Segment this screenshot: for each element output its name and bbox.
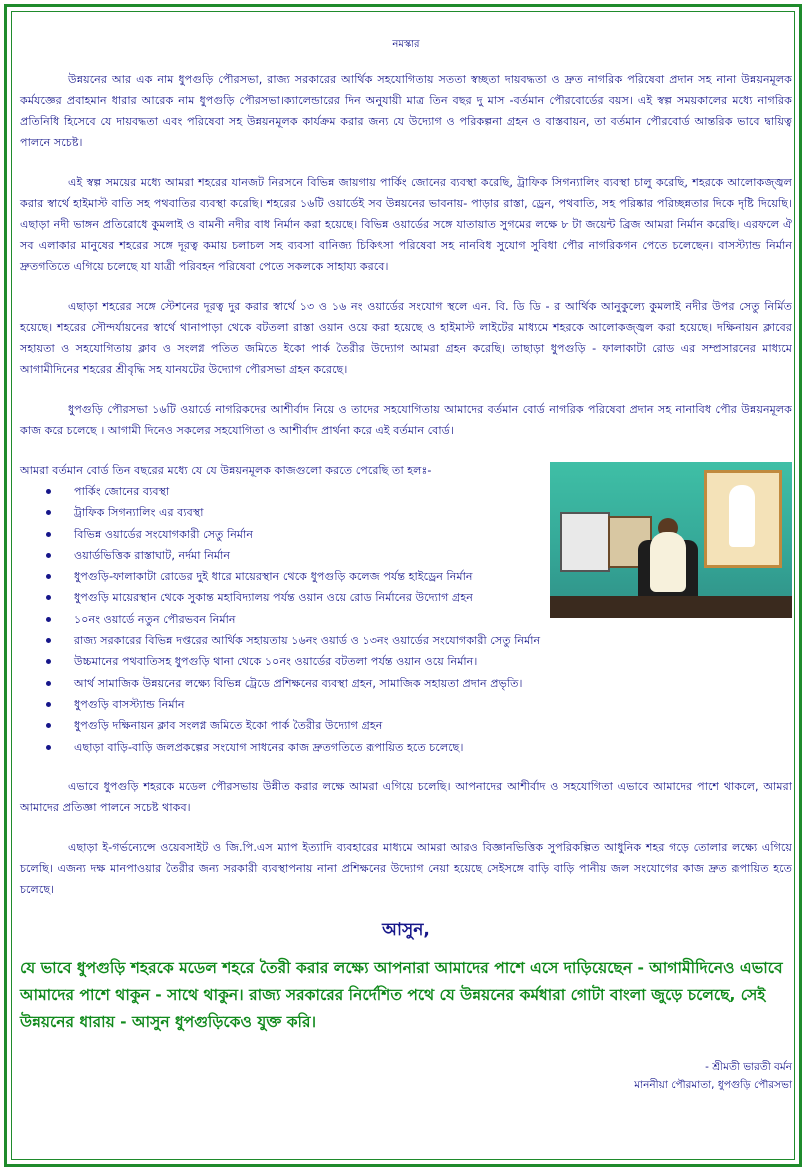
signature-name: - শ্রীমতী ভারতী বর্মন xyxy=(705,1060,792,1073)
list-item: ধুপগুড়ি মায়েরস্থান থেকে সুকান্ত মহাবিদ্যালয় পর্যন্ত ওয়ান ওয়ে রোড নির্মানের উদ্যোগ গ্রহন xyxy=(46,587,542,608)
wall-frame xyxy=(704,470,782,568)
list-item: ১০নং ওয়ার্ডে নতুন পৌরভবন নির্মান xyxy=(46,609,542,630)
achievements-section xyxy=(20,460,792,758)
list-item: আর্থ সামাজিক উন্নয়নের লক্ষ্যে বিভিন্ন ট্রেডে প্রশিক্ষনের ব্যবস্থা গ্রহন, সামাজিক সহায়তা প্রদান প্রভৃতি। xyxy=(46,673,792,694)
paragraph-intro: উন্নয়নের আর এক নাম ধুপগুড়ি পৌরসভা, রাজ্য সরকারের আর্থিক সহযোগিতায় সততা স্বচ্ছতা দায়বদ্ধতা ও দ্রুত নাগরিক পরিষেবা প্রদান সহ নানা উন্নয়নমূলক কর্মযজ্ঞের প্রবাহমান ধারার আরেক নাম ধুপগুড়ি পৌরসভা।ক্যালেন্ডারের দিন অনুযায়ী মাত্র তিন বছর দু মাস -বর্তমান পৌরবোর্ডের বয়স। এই স্বল্প সময়কালের মধ্যে নাগরিক প্রতিনিধি হিসেবে যে দায়বদ্ধতা এবং পরিষেবা সহ উন্নয়নমূলক কার্যক্রম করার জন্য যে উদ্যোগ ও পরিকল্পনা গ্রহন ও বাস্তবায়ন, তা বর্তমান পৌরবোর্ড আন্তরিক ভাবে দ্বায়িত্ব পালনে সচেষ্ট। xyxy=(20,73,792,149)
list-item: ধুপগুড়ি-ফালাকাটা রোডের দুই ধারে মায়েরস্থান থেকে ধুপগুড়ি কলেজ পর্যন্ত হাইড্রেন নির্মান xyxy=(46,566,542,587)
appeal-text: যে ভাবে ধুপগুড়ি শহরকে মডেল শহরে তৈরী করার লক্ষ্যে আপনারা আমাদের পাশে এসে দাড়িয়েছেন - আগামীদিনেও এভাবে আমাদের পাশে থাকুন - সাথে থাকুন। রাজ্য সরকারের নির্দেশিত পথে যে উন্নয়নের কর্মধারা গোটা বাংলা জুড়ে চলেছে, সেই উন্নয়নের ধারায় - আসুন ধুপগুড়িকেও যুক্ত করি। xyxy=(20,958,783,1031)
list-item: এছাড়া বাড়ি-বাড়ি জলপ্রকল্পের সংযোগ সাধনের কাজ দ্রুতগতিতে রূপায়িত হতে চলেছে। xyxy=(46,737,792,758)
list-item: বিভিন্ন ওয়ার্ডের সংযোগকারী সেতু নির্মান xyxy=(46,524,542,545)
chairperson-photo xyxy=(550,462,792,618)
paragraph-traffic: এই স্বল্প সময়ের মধ্যে আমরা শহরের যানজট নিরসনে বিভিন্ন জায়গায় পার্কিং জোনের ব্যবস্থা করেছি, ট্রাফিক সিগন্যালিং ব্যবস্থা চালু করেছি, শহরকে আলোকজ্জ্বল করার স্বার্থে হাইমাস্ট বাতি সহ পথবাতির ব্যবস্থা করেছি। শহরের ১৬টি ওয়ার্ডেই সব উন্নয়নের ভাবনায়- পাড়ার রাস্তা, ড্রেন, পথবাতি, সহ পরিষ্কার পরিচ্ছন্নতার দিকে দৃষ্টি দিয়েছি। এছাড়া নদী ভাঙ্গন প্রতিরোধে কুমলাই ও বামনী নদীর বাধ নির্মান করা হয়েছে। বিভিন্ন ওয়ার্ডের সঙ্গে যাতায়াত সুগমের লক্ষে ৮ টা জয়েন্ট ব্রিজ আমরা নির্মান করেছি। এরফলে ঐ সব এলাকার মানুষের শহরের সঙ্গে দূরত্ব কমায় চলাচল সহ ব্যবসা বানিজ্য চিকিৎসা পরিষেবা সহ নানবিধ সুযোগ সুবিধা পৌর নাগরিকগন পেতে চলেছেন। বাসস্ট্যান্ড নির্মান দ্রুতগতিতে এগিয়ে চলেছে যা যাত্রী পরিবহন পরিষেবা পেতে সকলকে সাহায্য করবে। xyxy=(20,176,792,273)
portrait-left xyxy=(560,512,610,572)
list-item: রাজ্য সরকারের বিভিন্ন দপ্তরের আর্থিক সহায়তায় ১৬নং ওয়ার্ড ও ১৩নং ওয়ার্ডের সংযোগকারী সেতু নির্মান xyxy=(46,630,792,651)
paragraph-bridge: এছাড়া শহরের সঙ্গে স্টেশনের দূরত্ব দুর করার স্বার্থে ১৩ ও ১৬ নং ওয়ার্ডের সংযোগ স্থলে এন. বি. ডি ডি - র আর্থিক আনুকুল্যে কুমলাই নদীর উপর সেতু নির্মিত হয়েছে। শহরের সৌন্দর্যায়নের স্বার্থে থানাপাড়া থেকে বটতলা রাস্তা ওয়ান ওয়ে করা হয়েছে ও হাইমাস্ট লাইটের মাধ্যমে শহরকে আলোকজ্জ্বল করা হয়েছে। দক্ষিনায়ন ক্লাবের সহায়তা ও সহযোগিতায় ক্লাব ও সংলগ্ন পতিত জমিতে ইকো পার্ক তৈরীর উদ্যোগ আমরা গ্রহন করেছি। তাছাড়া ধুপগুড়ি - ফালাকাটা রোড এর সম্প্রসারনের মাধ্যমে আগামীদিনের শহরের শ্রীবৃদ্ধি সহ যানযটের উদ্যোগ পৌরসভা গ্রহন করেছে। xyxy=(20,300,792,376)
paragraph-model-town: এভাবে ধুপগুড়ি শহরকে মডেল পৌরসভায় উন্নীত করার লক্ষে আমরা এগিয়ে চলেছি। আপনাদের আশীর্বাদ ও সহযোগিতা এভাবে আমাদের পাশে থাকলে, আমরা আমাদের প্রতিজ্ঞা পালনে সচেষ্ট থাকব। xyxy=(20,779,792,814)
list-item: পার্কিং জোনের ব্যবস্থা xyxy=(46,481,542,502)
list-item: ধুপগুড়ি দক্ষিনায়ন ক্লাব সংলগ্ন জমিতে ইকো পার্ক তৈরীর উদ্যোগ গ্রহন xyxy=(46,715,792,736)
list-item: ট্রাফিক সিগন্যালিং এর ব্যবস্থা xyxy=(46,502,542,523)
list-item: উচ্চমানের পথবাতিসহ ধুপগুড়ি থানা থেকে ১০নং ওয়ার্ডের বটতলা পর্যন্ত ওয়ান ওয়ে নির্মান। xyxy=(46,651,792,672)
signature-block xyxy=(20,1058,792,1094)
paragraph-egovernance: এছাড়া ই-গর্ভন্যেন্সে ওয়েবসাইট ও জি.পি.এস ম্যাপ ইত্যাদি ব্যবহারের মাধ্যমে আমরা আরও বিজ্ঞানভিত্তিক সুপরিকল্পিত আধুনিক শহর গড়ে তোলার লক্ষ্যে এগিয়ে চলেছি। এজন্য দক্ষ মানপাওয়ার তৈরীর জন্য সরকারী ব্যবস্থাপনায় নানা প্রশিক্ষনের উদ্যোগ নেয়া হয়েছে সেইসঙ্গে বাড়ি বাড়ি পানীয় জল সংযোগের কাজ দ্রুত রূপায়িত হতে চলেছে। xyxy=(20,840,792,896)
list-item: ওয়ার্ডভিত্তিক রাস্তাঘাট, নর্দমা নির্মান xyxy=(46,545,542,566)
person-figure xyxy=(650,532,686,592)
signature-title: মাননীয়া পৌরমাতা, ধুপগুড়ি পৌরসভা xyxy=(634,1078,792,1091)
list-intro: আমরা বর্তমান বোর্ড তিন বছরের মধ্যে যে যে উন্নয়নমূলক কাজগুলো করতে পেরেছি তা হলঃ- xyxy=(20,464,432,477)
office-desk xyxy=(550,596,792,618)
paragraph-board: ধুপগুড়ি পৌরসভা ১৬টি ওয়ার্ডে নাগরিকদের আশীর্বাদ নিয়ে ও তাদের সহযোগিতায় আমাদের বর্তমান বোর্ড নাগরিক পরিষেবা প্রদান সহ নানাবিধ পৌর উন্নয়নমূলক কাজ করে চলেছে । আগামী দিনেও সকলের সহযোগিতা ও আশীর্বাদ প্রার্থনা করে এই বর্তমান বোর্ড। xyxy=(20,403,792,437)
document-body xyxy=(20,34,792,1094)
salutation: নমস্কার xyxy=(392,39,420,50)
list-item: ধুপগুড়ি বাসস্ট্যান্ড নির্মান xyxy=(46,694,792,715)
asun-heading: আসুন, xyxy=(382,919,430,940)
